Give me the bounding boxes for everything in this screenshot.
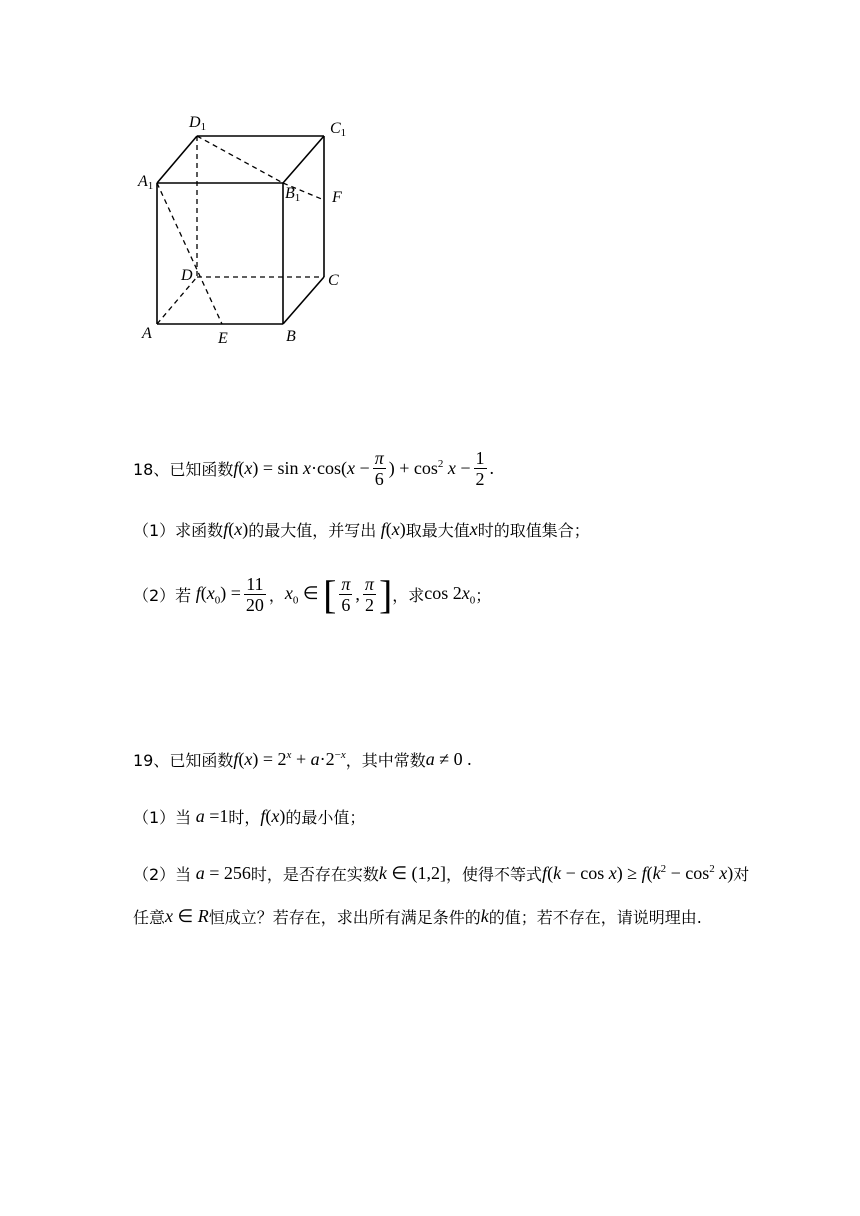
q18-prefix: 18、已知函数: [133, 460, 234, 479]
label-d1: D1: [189, 114, 207, 133]
label-c1: C1: [330, 120, 347, 139]
q19-stem: 19、已知函数 $f(x) = 2^x + a\cdot 2^{-x}$ ，其中常数 a ≠ 0 .: [133, 749, 472, 770]
edge-a-d: [157, 277, 197, 324]
edge-b1-c1: [283, 136, 324, 183]
q18-frac-11-20: $\frac{11}{20}$: [245, 574, 264, 615]
label-a: A: [142, 325, 152, 342]
q18-part2: （2）若 $f(x_0)$ = $\frac{11}{20}$ ， $x_0$ ∈ [ $\frac{\pi}{6}$ , $\frac{\pi}{2}$ ] ，求 $\cos 2x_0$ ；: [133, 571, 492, 617]
q18-stem: 18、已知函数 f(x) = sin x·cos(x − $\frac{\pi}{6}$ ) + $\cos^2 x$ − $\frac{1}{2}$ .: [133, 448, 495, 489]
label-b1: B1: [285, 185, 301, 204]
label-a1: A1: [138, 173, 154, 192]
cube-figure: [130, 110, 370, 355]
cube-diagram: [130, 110, 370, 355]
label-c: C: [328, 272, 339, 289]
segment-d1-b1: [197, 136, 283, 183]
label-e: E: [218, 330, 228, 347]
q18-part1: （1）求函数 f(x) 的最大值，并写出 f(x) 取最大值 x 时的取值集合；: [133, 519, 590, 540]
segment-a1-e: [157, 183, 222, 324]
label-b: B: [286, 328, 296, 345]
q19-part1: （1）当 a =1 时， f(x) 的最小值；: [133, 806, 366, 827]
q18-frac-1-2: $\frac{1}{2}$: [475, 448, 485, 489]
q18-frac-pi-6: $\frac{\pi}{6}$: [374, 448, 384, 489]
edge-b-c: [283, 277, 324, 324]
q19-part2: （2）当 a = 256 时，是否存在实数 k ∈ (1,2] ，使得不等式 $f(k - \cos x) \ge f(k^2 - \cos^2 x)$ 对: [133, 863, 750, 884]
q18-formula: f(x) = sin x·cos(x −: [233, 458, 370, 478]
edge-a1-d1: [157, 136, 197, 183]
q19-part2-cont: 任意 x ∈ R 恒成立？若存在，求出所有满足条件的 k 的值；若不存在，请说明理由.: [133, 906, 702, 927]
label-f: F: [332, 189, 342, 206]
label-d: D: [181, 267, 193, 284]
